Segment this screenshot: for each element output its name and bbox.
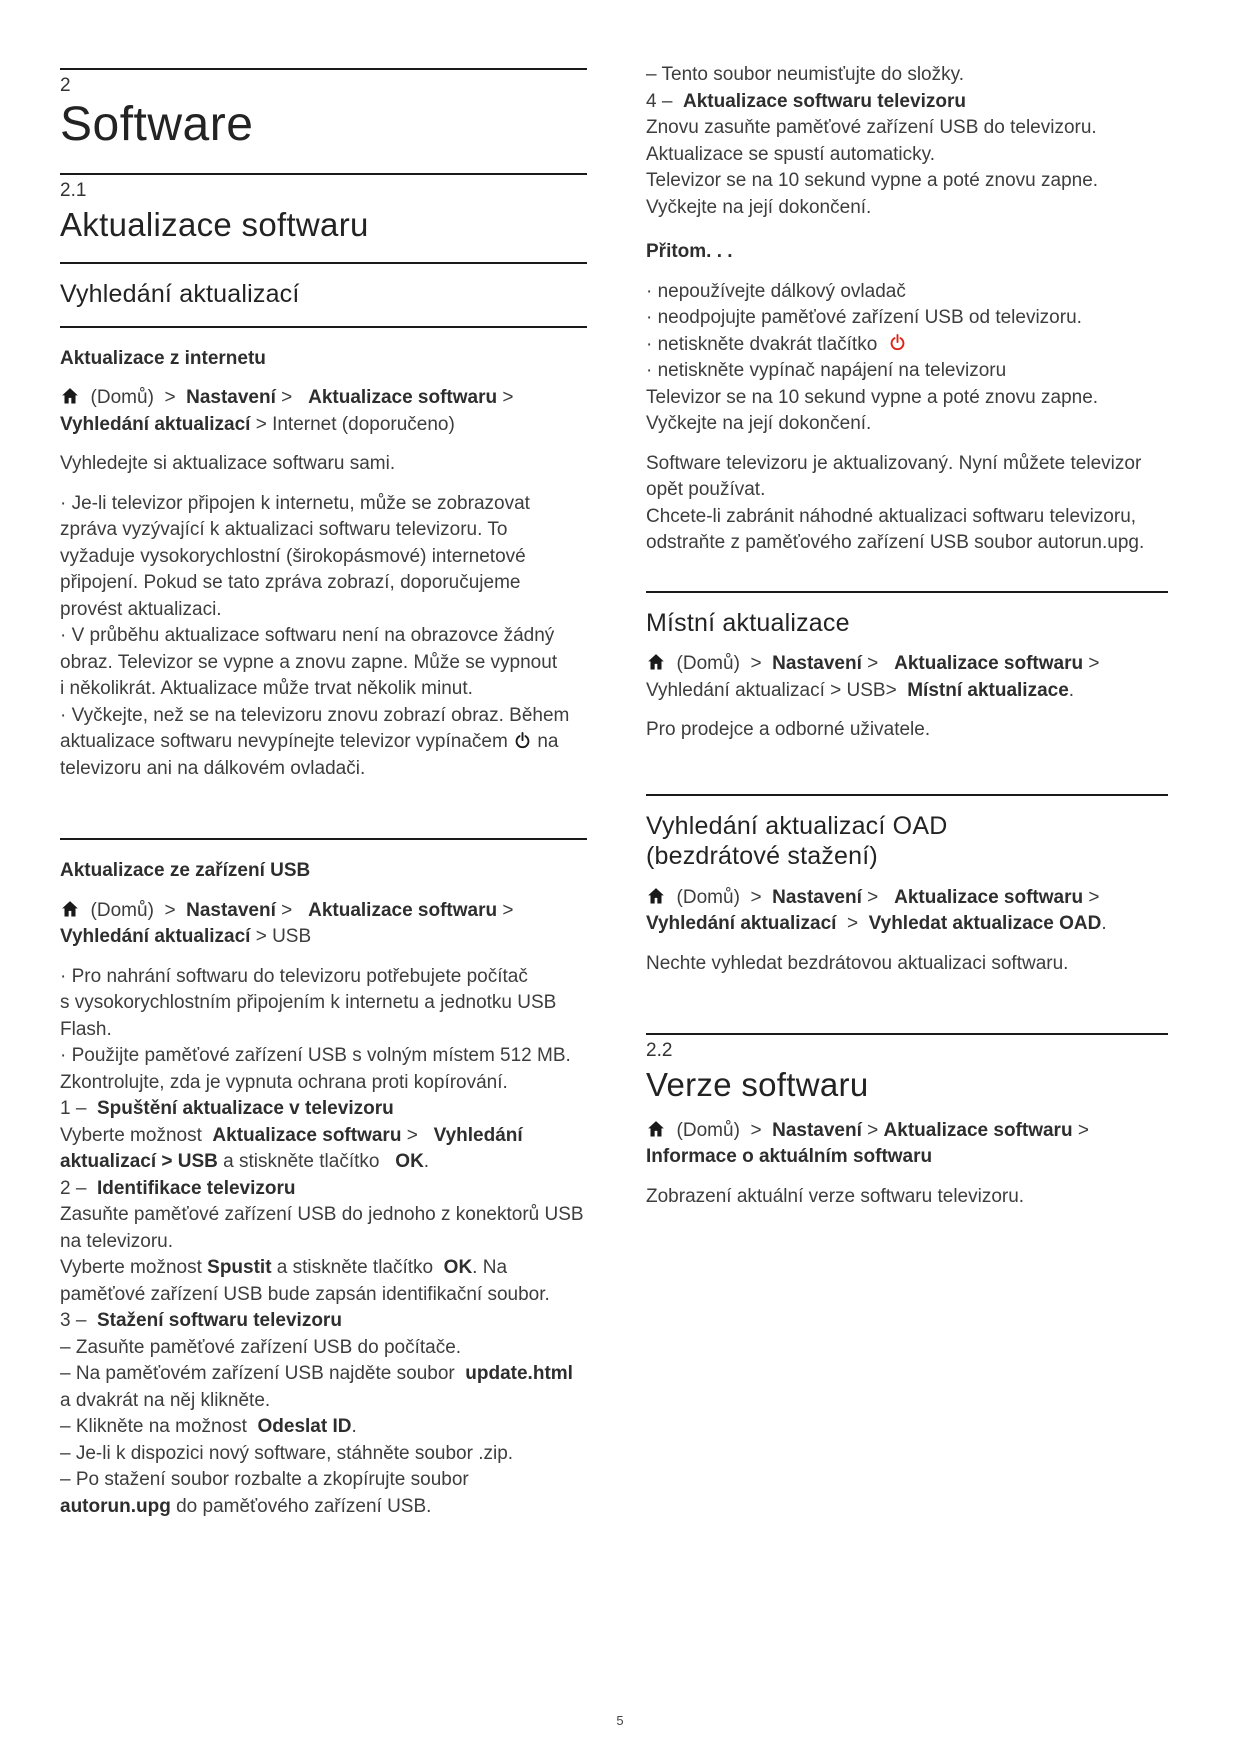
text-run: Aktualizace softwaru televizoru — [682, 90, 966, 112]
text-run: Místní aktualizace — [646, 608, 850, 637]
text-run: > — [275, 387, 309, 409]
text-run: Vyhledání aktualizací — [60, 926, 251, 948]
page-footer — [0, 1713, 1240, 1728]
text-run: Informace o aktuálním softwaru — [646, 1146, 933, 1168]
note-label — [646, 239, 1168, 266]
text-run: Přitom. . . — [646, 241, 733, 262]
bullet-list — [646, 279, 1168, 438]
subsection-title — [646, 811, 1168, 872]
text-run: (Domů) > — [80, 899, 187, 921]
menu-path — [646, 885, 1168, 938]
text-run: · netiskněte vypínač napájení na televizoru — [646, 360, 1007, 381]
text-run: 3 – — [60, 1310, 97, 1332]
text-run: (Domů) > — [666, 886, 773, 908]
chapter-title — [60, 99, 587, 151]
text-run: – Klikněte na možnost — [60, 1416, 258, 1438]
text-run: Televizor se na 10 sekund vypne a poté znovu zapne. Vyčkejte na její dokončení. — [646, 170, 1104, 218]
home-icon — [646, 1119, 666, 1139]
text-run: > — [1072, 1119, 1105, 1141]
text-run: OK — [443, 1257, 473, 1279]
text-run: Aktualizace softwaru — [308, 387, 498, 409]
text-run: na televizoru ani na dálkovém ovladači. — [60, 731, 564, 779]
text-run: Verze softwaru — [646, 1065, 869, 1103]
text-run: > — [861, 1119, 884, 1141]
text-run: > USB — [250, 926, 312, 948]
chapter-top-rule — [60, 68, 587, 70]
power-icon — [513, 731, 532, 750]
subsection-title — [60, 279, 587, 310]
paragraph — [60, 451, 587, 478]
text-run: autorun.upg — [60, 1495, 171, 1517]
text-run: . — [351, 1416, 357, 1438]
section-number — [646, 1040, 1168, 1062]
text-run: 2.1 — [60, 179, 87, 201]
text-run: Odeslat ID — [257, 1416, 352, 1438]
text-run: Vyhledání aktualizací OAD — [646, 811, 948, 840]
text-run: Vyhledání aktualizací — [60, 280, 300, 309]
text-run: > — [836, 913, 869, 934]
power-icon — [888, 333, 907, 352]
text-run: > — [1083, 653, 1105, 674]
text-run: > — [401, 1124, 434, 1146]
subsection-rule — [646, 794, 1168, 796]
home-icon — [60, 386, 80, 406]
text-run: Znovu zasuňte paměťové zařízení USB do televizoru. — [646, 117, 1097, 138]
bullet-list — [60, 491, 587, 783]
paragraph — [646, 451, 1168, 557]
text-run: 1 – — [60, 1098, 97, 1120]
text-run: Nastavení — [772, 653, 862, 674]
text-run: . — [1068, 679, 1075, 701]
text-run: Aktualizace softwaru — [212, 1124, 402, 1146]
text-run: Nechte vyhledat bezdrátovou aktualizaci softwaru. — [646, 952, 1069, 974]
text-run: Aktualizace softwaru — [60, 205, 369, 243]
text-run: OK — [395, 1151, 424, 1173]
text-run: – Je-li k dispozici nový software, stáhněte soubor .zip. — [60, 1442, 514, 1464]
text-run: > — [861, 653, 895, 674]
text-run: Software — [60, 97, 254, 151]
text-run: Aktualizace softwaru — [894, 886, 1084, 908]
chapter-number — [60, 75, 587, 97]
text-run: Aktualizace z internetu — [60, 347, 266, 369]
text-run: . — [1101, 913, 1107, 934]
text-run: > — [275, 899, 309, 921]
text-run: Televizor se na 10 sekund vypne a poté znovu zapne. Vyčkejte na její dokončení. — [646, 386, 1104, 434]
paragraph — [646, 1184, 1168, 1211]
text-run: – Na paměťovém zařízení USB najděte soubor — [60, 1363, 466, 1385]
text-run: (Domů) > — [666, 653, 773, 674]
text-run: – Tento soubor neumisťujte do složky. — [646, 64, 964, 85]
text-run: Nastavení — [186, 387, 276, 409]
text-run: Aktualizace se spustí automaticky. — [646, 143, 935, 165]
home-icon — [646, 886, 666, 906]
text-run: Spustit — [207, 1257, 272, 1279]
text-run: Software televizoru je aktualizovaný. Nyní můžete televizor opět používat. — [646, 452, 1147, 500]
text-run: Zobrazení aktuální verze softwaru televizoru. — [646, 1185, 1025, 1207]
text-run: Stažení softwaru televizoru — [96, 1310, 342, 1332]
text-run: > Internet (doporučeno) — [250, 413, 455, 435]
text-run: Pro prodejce a odborné uživatele. — [646, 719, 931, 740]
text-run: · Pro nahrání softwaru do televizoru potřebujete počítač s vysokorychlostním připojením k internetu a jednotku USB Flash. — [60, 965, 562, 1040]
text-run: 2 — [60, 75, 71, 96]
text-run: Vyhledání aktualizací — [60, 413, 251, 435]
section-rule — [60, 173, 587, 175]
text-run: a stiskněte tlačítko — [271, 1257, 444, 1279]
text-run: > — [861, 886, 895, 908]
topic-label — [60, 346, 587, 373]
paragraph — [646, 717, 1168, 744]
text-run: . — [423, 1151, 430, 1173]
text-run: > — [1083, 886, 1116, 908]
text-run: Vyberte možnost — [60, 1124, 213, 1146]
text-run: Vyhledání aktualizací > USB — [60, 1124, 528, 1173]
text-run: · Je-li televizor připojen k internetu, může se zobrazovat zpráva vyzývající k aktualizaci softwaru televizoru. To vyžaduje vysokorychlostní (širokopásmové) internetové připojení. Pokud se tato zpráva zobrazí, doporučujeme provést aktualizaci. — [60, 492, 536, 620]
topic-label — [60, 858, 587, 885]
menu-path — [646, 651, 1168, 704]
text-run: 2.2 — [646, 1040, 673, 1061]
text-run: (Domů) > — [80, 387, 187, 409]
paragraph — [646, 951, 1168, 978]
subsection-rule — [646, 591, 1168, 593]
text-run: Vyhledání aktualizací > USB> — [646, 679, 908, 701]
topic-rule — [60, 326, 587, 328]
right-column — [646, 0, 1168, 1210]
text-run: a dvakrát na něj klikněte. — [60, 1363, 579, 1411]
text-run: update.html — [465, 1363, 573, 1385]
text-run: 2 – — [60, 1177, 97, 1199]
text-run: Aktualizace softwaru — [894, 653, 1084, 674]
menu-path — [60, 898, 587, 951]
text-run: > — [497, 899, 519, 921]
text-run: Chcete-li zabránit náhodné aktualizaci softwaru televizoru, odstraňte z paměťového zařízení USB soubor autorun.upg. — [646, 505, 1145, 553]
step-list — [60, 964, 587, 1521]
text-run: Identifikace televizoru — [96, 1177, 296, 1199]
page-number: 5 — [616, 1713, 624, 1728]
text-run: Aktualizace ze zařízení USB — [60, 860, 311, 882]
text-run: 4 – — [646, 90, 683, 112]
section-title — [646, 1066, 1168, 1105]
text-run: · nepoužívejte dálkový ovladač — [646, 280, 906, 302]
text-run: Zasuňte paměťové zařízení USB do jednoho z konektorů USB na televizoru. — [60, 1204, 589, 1252]
text-run: a stiskněte tlačítko — [217, 1151, 396, 1173]
text-run: – Zasuňte paměťové zařízení USB do počítače. — [60, 1336, 462, 1358]
text-run: > — [497, 387, 519, 409]
home-icon — [60, 899, 80, 919]
menu-path — [60, 385, 587, 438]
text-run: . Na paměťové zařízení USB bude zapsán identifikační soubor. — [60, 1257, 550, 1305]
text-run: · V průběhu aktualizace softwaru není na obrazovce žádný obraz. Televizor se vypne a znovu zapne. Může se vypnout i několikrát. Aktualizace může trvat několik minut. — [60, 625, 563, 700]
text-run: Vyberte možnost — [60, 1257, 208, 1279]
text-run: · Použijte paměťové zařízení USB s volným místem 512 MB. Zkontrolujte, zda je vypnuta ochrana proti kopírování. — [60, 1045, 577, 1093]
text-run: Aktualizace softwaru — [883, 1119, 1073, 1141]
text-run: · Vyčkejte, než se na televizoru znovu zobrazí obraz. Během aktualizace softwaru nevypínejte televizor vypínačem — [60, 704, 575, 753]
subsection-rule — [60, 262, 587, 264]
text-run: Nastavení — [772, 1119, 862, 1141]
menu-path — [646, 1118, 1168, 1171]
text-run: Nastavení — [772, 886, 862, 908]
topic-rule — [60, 838, 587, 840]
text-run: Aktualizace softwaru — [308, 899, 498, 921]
text-run: · neodpojujte paměťové zařízení USB od televizoru. — [646, 307, 1082, 328]
text-run: Vyhledat aktualizace OAD — [868, 913, 1102, 934]
text-run: do paměťového zařízení USB. — [170, 1495, 432, 1517]
text-run: (bezdrátové stažení) — [646, 842, 878, 870]
text-run: (Domů) > — [666, 1119, 773, 1141]
step-list-continued — [646, 62, 1168, 221]
section-title — [60, 206, 587, 245]
subsection-title — [646, 608, 1168, 639]
section-rule — [646, 1033, 1168, 1035]
text-run: Vyhledání aktualizací — [646, 913, 837, 934]
text-run: Spuštění aktualizace v televizoru — [96, 1098, 394, 1120]
text-run: · netiskněte dvakrát tlačítko — [646, 333, 888, 355]
left-column — [60, 0, 587, 1520]
text-run: Vyhledejte si aktualizace softwaru sami. — [60, 453, 396, 475]
section-number — [60, 180, 587, 202]
text-run: Místní aktualizace — [907, 679, 1069, 701]
text-run: – Po stažení soubor rozbalte a zkopírujte soubor — [60, 1469, 480, 1491]
text-run: Nastavení — [186, 899, 276, 921]
home-icon — [646, 652, 666, 672]
